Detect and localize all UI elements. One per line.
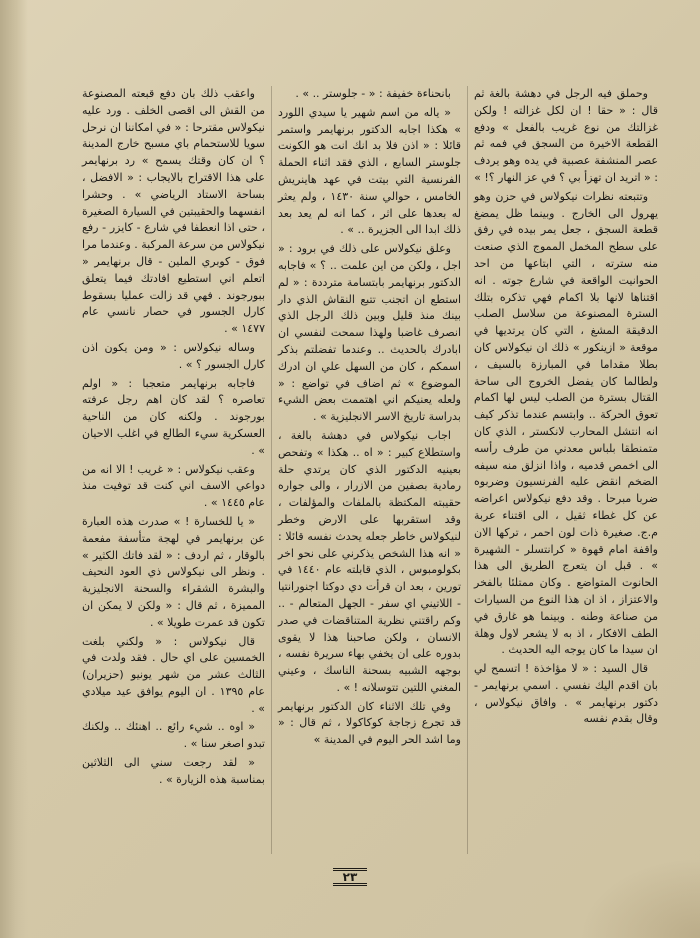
paragraph: بانحناءة خفيفة : « - جلوستر .. » . [295, 87, 451, 100]
paragraph: وساله نيكولاس : « ومن يكون اذن كارل الجسور ؟ » . [82, 340, 265, 371]
column-middle [272, 86, 468, 854]
paragraph: « يا للخسارة ! » صدرت هذه العبارة عن برنهايمر في لهجة متأسفة مفعمة بالوقار ، ثم اردف : « لقد فاتك الكثير » . ونظر الى نيكولاس ذي العود النحيف والبشرة الشقراء والسحنة الانجليزية المميزة ، ثم قال : « ولكن لا يمكن ان تكون قد عمرت طويلا » . [82, 514, 265, 629]
paragraph: وحملق فيه الرجل في دهشة بالغة ثم قال : « حقا ! ان لكل غزالته ! ولكن غزالتك من نوع غريب بالفعل » ودفع القطعة الاخيرة من السجق في فمه ثم عصر المنشفة عصبية في يده وهو يردف : « اتريد ان تهزأ بي ؟ في عز النهار ؟! » [474, 87, 658, 184]
paragraph: « لقد رجعت سني الى الثلاثين بمناسبة هذه الزيارة » . [82, 756, 265, 786]
paragraph: وتتبعته نظرات نيكولاس في حزن وهو يهرول الى الخارج . وبينما ظل يمضغ قطعة السجق ، جعل يمر بيده في رفق على سطح المخمل المموج الذي صنعت منه سترته ، التي ابتاعها من احد الحوانيت الواقعة في شارع جوته . انه اقتناها لانها بلا اكمام فهي تذكره بتلك السترة المصنوعة من سلاسل الصلب الدقيقة المشغ ، التي كان يرتديها في موقعة « ازينكور » ذلك ان نيكولاس كان بطلا مقداما في المبارزة بالسيف ، ولطالما كان يفضل الخروج الى ساحة القتال بسترة من الصلب ليس لها اكمام تعوق الحركة .. وابتسم عندما تذكر كيف انه انتشل المحارب لانكستر ، الذي كان متمنطقا بلباس معدني من طرف رأسه الى اخمص قدميه ، واذا انزلق منه سيفه الضخم انقض عليه الفرنسيون وضربوه ضربا مبرحا . وقد دفع نيكولاس اعراضه عن كل غطاء ثقيل ، الى اقتناء عربة م.ج. صغيرة ذات لون احمر ، تركها الان واقفة امام قهوة « كرانتسلر - الشهيرة » . قبل ان يتعرج الطريق الى هذا الحانوت المتواضع . وكان ممتلئا بالفخر والاعتزاز ، اذ ان هذا النوع من السيارات من صناعة وطنه . وبينما هو غارق في الطف الافكار ، اذ به لا يشعر لاول وهلة ان سيدا ما كان يوجه اليه الحديث . [474, 189, 658, 657]
paragraph: « اوه .. شيء رائع .. اهنئك .. ولكنك تبدو اصغر سنا » . [82, 720, 265, 751]
paragraph: فاجابه برنهايمر متعجبا : « اولم تعاصره ؟ لقد كان اهم رجل عرفته بورجوند . ولكنه كان من الناحية العسكرية سيء الطالع في اغلب الاحيان » . [82, 376, 265, 457]
paragraph: وفي تلك الاثناء كان الدكتور برنهايمر قد تجرع زجاجة كوكاكولا ، ثم قال : « وما اشد الحر اليوم في المدينة » [278, 699, 461, 747]
page-number: ٢٣ [333, 868, 368, 886]
paragraph: وعلق نيكولاس على ذلك في برود : « اجل ، ولكن من اين علمت .. ؟ » فاجابه الدكتور برنهايمر بابتسامة مترددة : « لم استطع ان اتجنب تتبع النقاش الذي دار بينك منذ قليل وبين ذلك الرجل الذي انصرف غاضبا ولهذا سمحت لنفسي ان ابادرك بالحديث .. وعندما تفضلتم بذكر اسمكم ، كان من السهل علي ان ادرك الموضوع » ثم اضاف في تواضع : « ولعله يعنيكم اني اهتممت بعض الشيء بدراسة تاريخ الاسر الانجليزية » . [278, 242, 461, 424]
paragraph: « ياله من اسم شهير يا سيدي اللورد » هكذا اجابه الدكتور برنهايمر واستمر قائلا : « اذن فلا بد انك انت هو الكونت جلوستر السابع ، الذي فقد اثناء الحملة الفرنسية التي بيتت في عهد هاينريش الخامس ، حوالي سنة ١٤٣٠ ، ولم يعثر له بعدها على اثر ، كما انه لم يعد بعد ذلك ابدا الى الجزيرة .. » . [278, 105, 462, 237]
column-right [468, 86, 664, 854]
article-columns [76, 86, 664, 854]
column-left [76, 86, 272, 854]
paragraph: وعقب نيكولاس : « غريب ! الا انه من دواعي الاسف اني كنت قد توفيت منذ عام ١٤٤٥ » . [82, 462, 265, 510]
paragraph: واعقب ذلك بان دفع قبعته المصنوعة من القش الى اقصى الخلف . ورد عليه نيكولاس مقترحا : « في امكاننا ان نرحل سويا للاستحمام باي مسبح خارج المدينة ؟ ان كان وقتك يسمح » رد برنهايمر على هذا الاقتراح بالايجاب : « الافضل ، بساحة الاستاد الرياضي » . وحشرا انفسهما والحقيبتين في السيارة الصغيرة ، حتى اذا انعطفا في شارع - كايزر - رفع نيكولاس من سرعة المركبة . وعندما مرا فوق - كوبري الملين - قال برنهايمر « اتعلم اني استطيع افادتك فيما يتعلق ببورجوند . فهي قد زالت عمليا بسقوط كارل الجسور في حصار نانسي عام ١٤٧٧ » . [82, 87, 265, 336]
paper-stain [580, 858, 700, 938]
paragraph: قال نيكولاس : « ولكني بلغت الخمسين على اي حال . فقد ولدت في الثالث عشر من شهر يونيو (حزيران) عام ١٣٩٥ . ان اليوم يوافق عيد ميلادي » . [82, 634, 265, 715]
paragraph: قال السيد : « لا مؤاخذة ! اتسمح لي بان اقدم اليك نفسي . اسمي برنهايمر - دكتور برنهايمر » . وافاق نيكولاس ، وقال بقدم نفسه [474, 662, 658, 726]
page-binding-shadow [0, 0, 28, 938]
paragraph: اجاب نيكولاس في دهشة بالغة ، واستطلاع كبير : « اه .. هكذا » وتفحص بعينيه الدكتور الذي كان يرتدي حلة رمادية بصفين من الازرار ، والى جواره حقيبته المكتظة بالملفات والمؤلفات ، وقد استقربها على الارض وخطر لنيكولاس خاطر جعله يحدث نفسه قائلا : « انه هذا الشخص يذكرني على نحو اخر بكولومبوس ، الذي قابلته عام ١٤٤٠ في تورين ، بعد ان قرأت دي دوكتا اجنورانتيا - اللاتيني اي سفر - الجهل المتعالم - .. وكم راقتني نظرية المتناقضات في صدر الانسان ، ولكن صاحبنا هذا لا يقوى بدوره على ان يخفي بهاء سريرة نفسه ، بوجهه الشبيه بسحنة الناسك ، وعيني المغني اللتين تتوسلانه ! » . [278, 428, 461, 694]
